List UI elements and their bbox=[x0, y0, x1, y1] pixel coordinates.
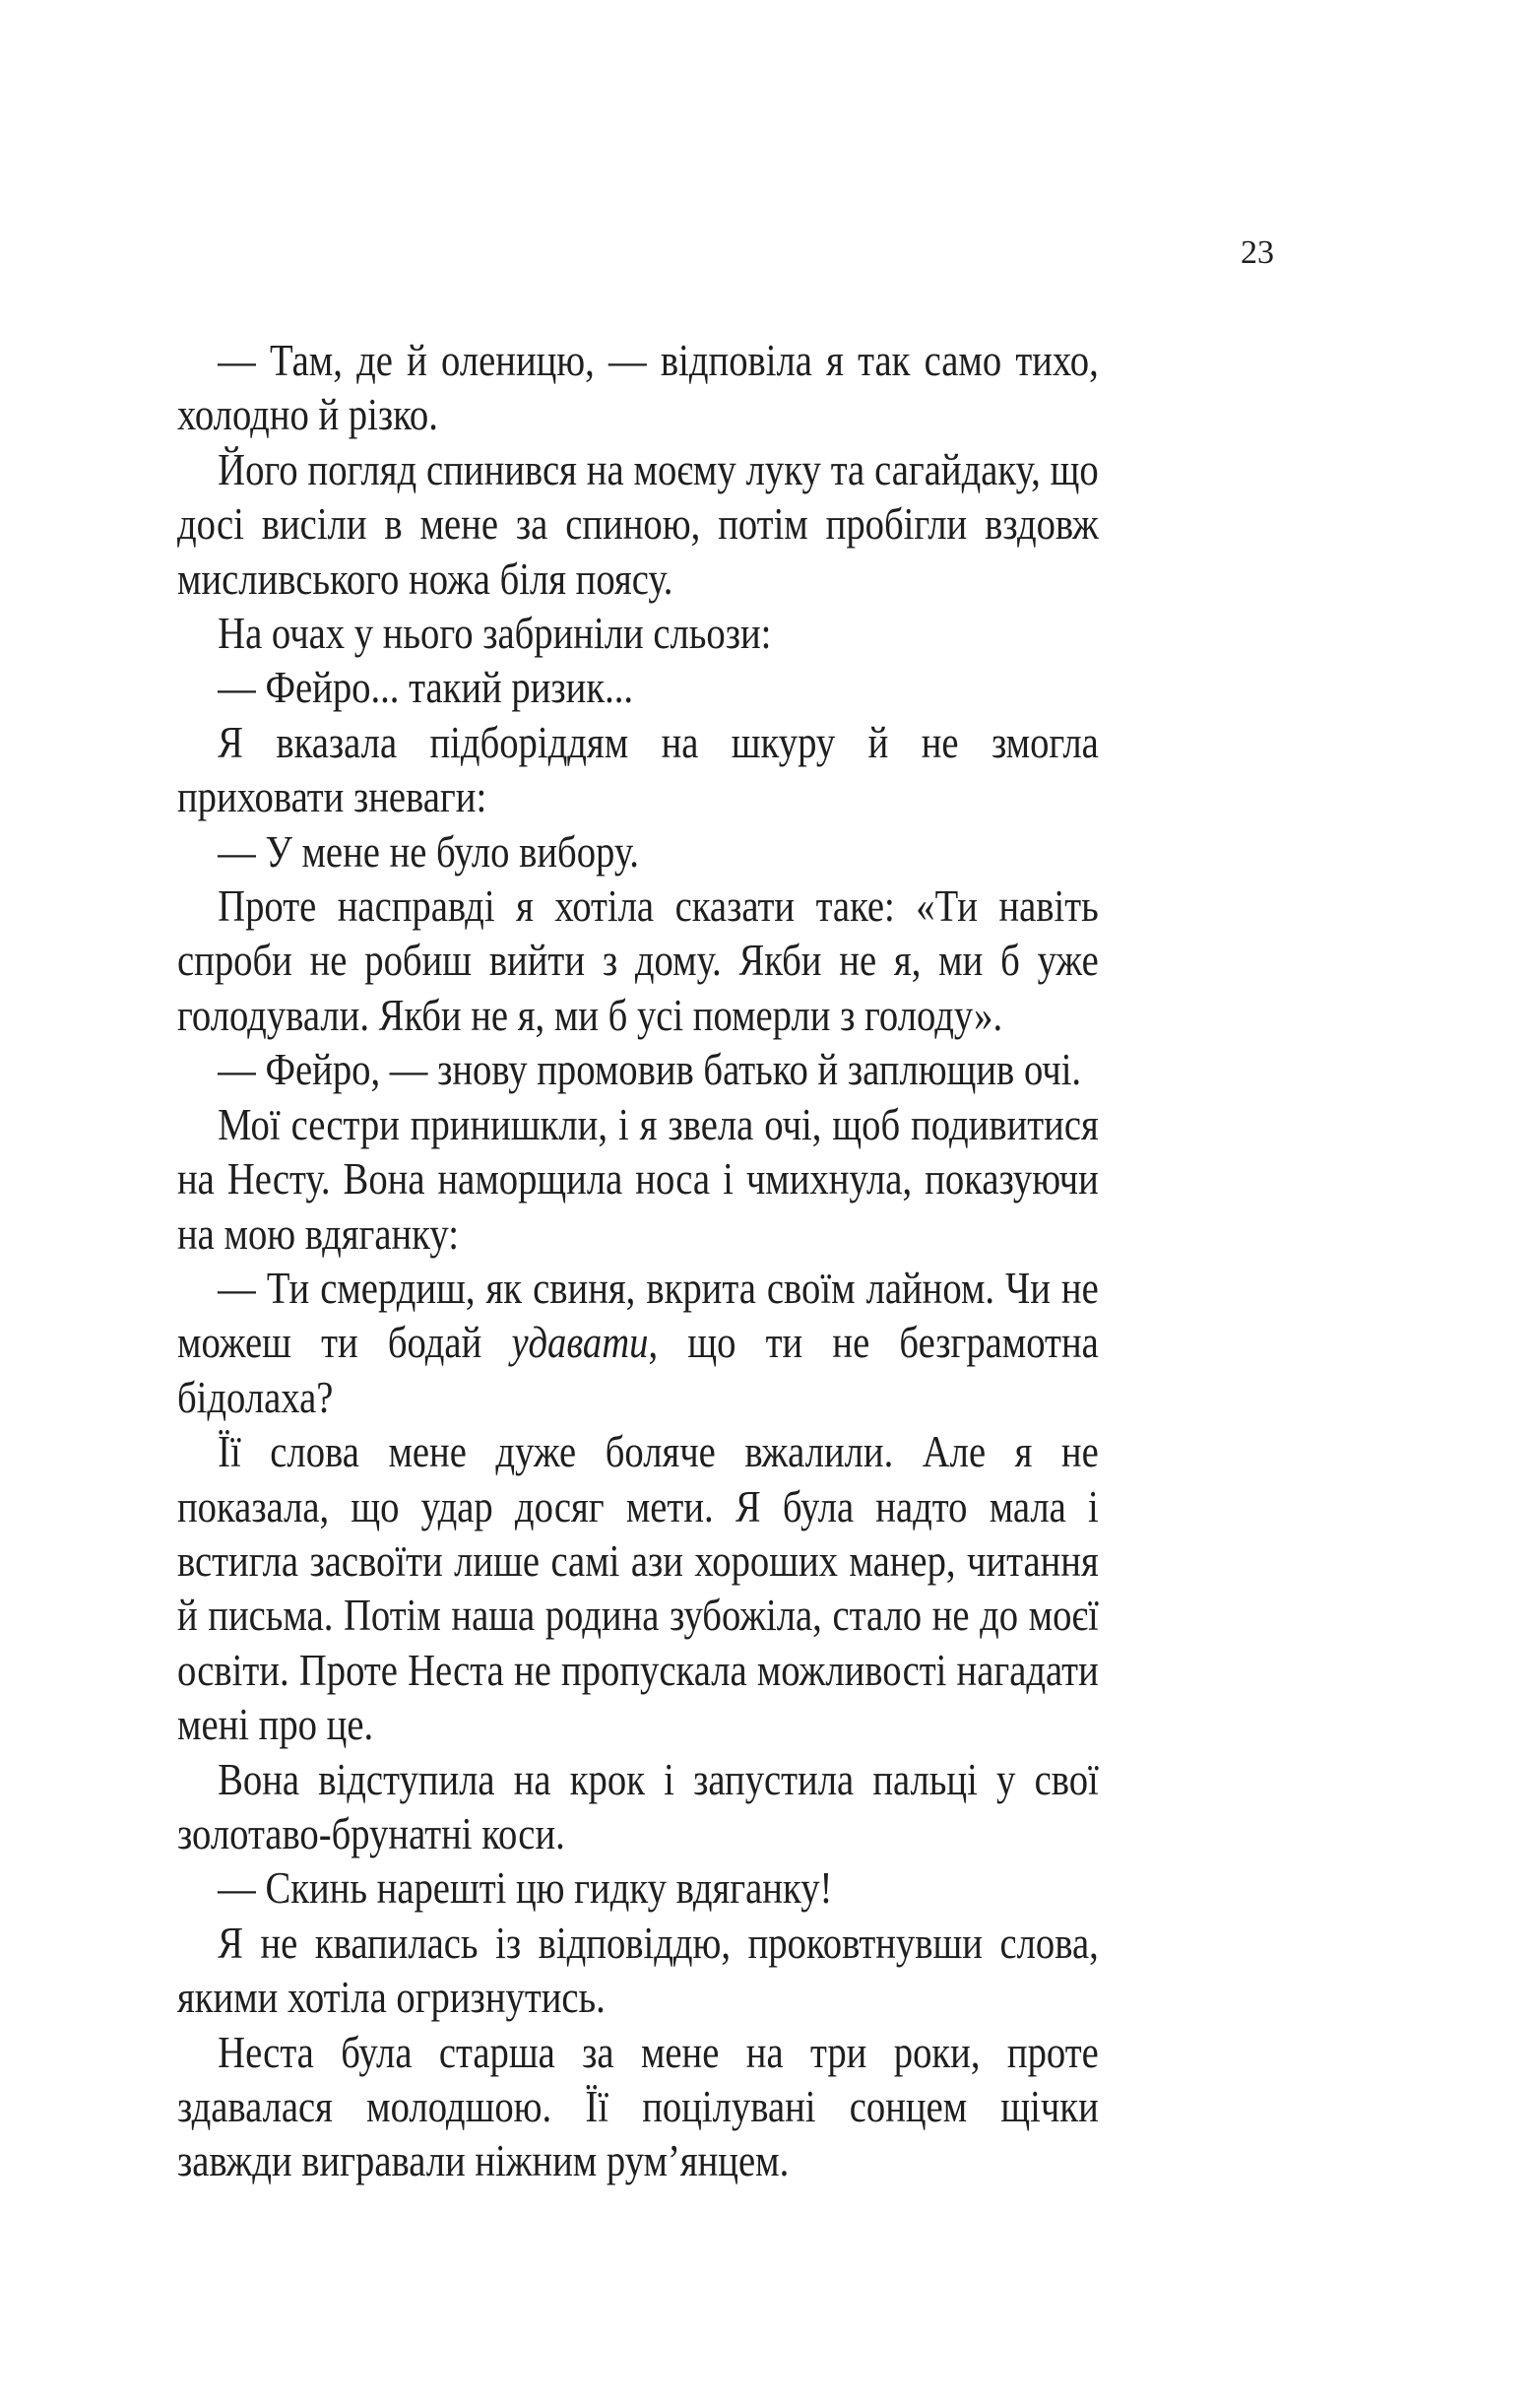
paragraph: — Фейро... такий ризик... bbox=[218, 662, 634, 713]
paragraph: Я вказала підборіддям на шкуру й не змогла приховати зневаги: bbox=[177, 716, 1099, 822]
emphasized-word: удавати bbox=[511, 1317, 649, 1368]
paragraph: — У мене не було вибору. bbox=[218, 825, 639, 877]
paragraph: Неста була старша за мене на три роки, проте здавалася молодшою. Її поцілувані сонцем щічки завжди вигравали ніжним рум’янцем. bbox=[177, 2026, 1099, 2186]
body-text bbox=[177, 333, 1099, 2188]
paragraph: — Фейро, — знову промовив батько й заплющив очі. bbox=[218, 1044, 1082, 1095]
paragraph: — Там, де й оленицю, — відповіла я так само тихо, холодно й різко. bbox=[177, 335, 1099, 440]
paragraph: Мої сестри принишкли, і я звела очі, щоб подивитися на Несту. Вона наморщила носа і чмихнула, показуючи на мою вдяганку: bbox=[177, 1098, 1099, 1259]
paragraph: На очах у нього забриніли сльози: bbox=[218, 608, 772, 659]
paragraph-text: — Ти смердиш, як свиня, вкрита своїм лайном. Чи не можеш ти бодай bbox=[177, 1262, 1099, 1368]
paragraph bbox=[177, 1261, 1099, 1424]
paragraph: Його погляд спинився на моєму луку та сагайдаку, що досі висіли в мене за спиною, потім пробігли вздовж мисливського ножа біля поясу. bbox=[177, 443, 1099, 604]
paragraph: Я не квапилась із відповіддю, проковтнувши слова, якими хотіла огризнутись. bbox=[177, 1917, 1099, 2023]
page-number: 23 bbox=[1241, 234, 1274, 271]
paragraph-text: , що ти не безграмотна бідолаха? bbox=[177, 1317, 1099, 1422]
paragraph: Вона відступила на крок і запустила пальці у свої золотаво-брунатні коси. bbox=[177, 1753, 1099, 1858]
paragraph: — Скинь нарешті цю гидку вдяганку! bbox=[218, 1862, 833, 1914]
paragraph: Проте насправді я хотіла сказати таке: «Ти навіть спроби не робиш вийти з дому. Якби не я, ми б уже голодували. Якби не я, ми б усі померли з голоду». bbox=[177, 880, 1099, 1040]
paragraph: Її слова мене дуже боляче вжалили. Але я не показала, що удар досяг мети. Я була надто мала і встигла засвоїти лише самі ази хороших манер, читання й письма. Потім наша родина зубожіла, стало не до моєї освіти. Проте Неста не пропускала можливості нагадати мені про це. bbox=[177, 1426, 1099, 1750]
